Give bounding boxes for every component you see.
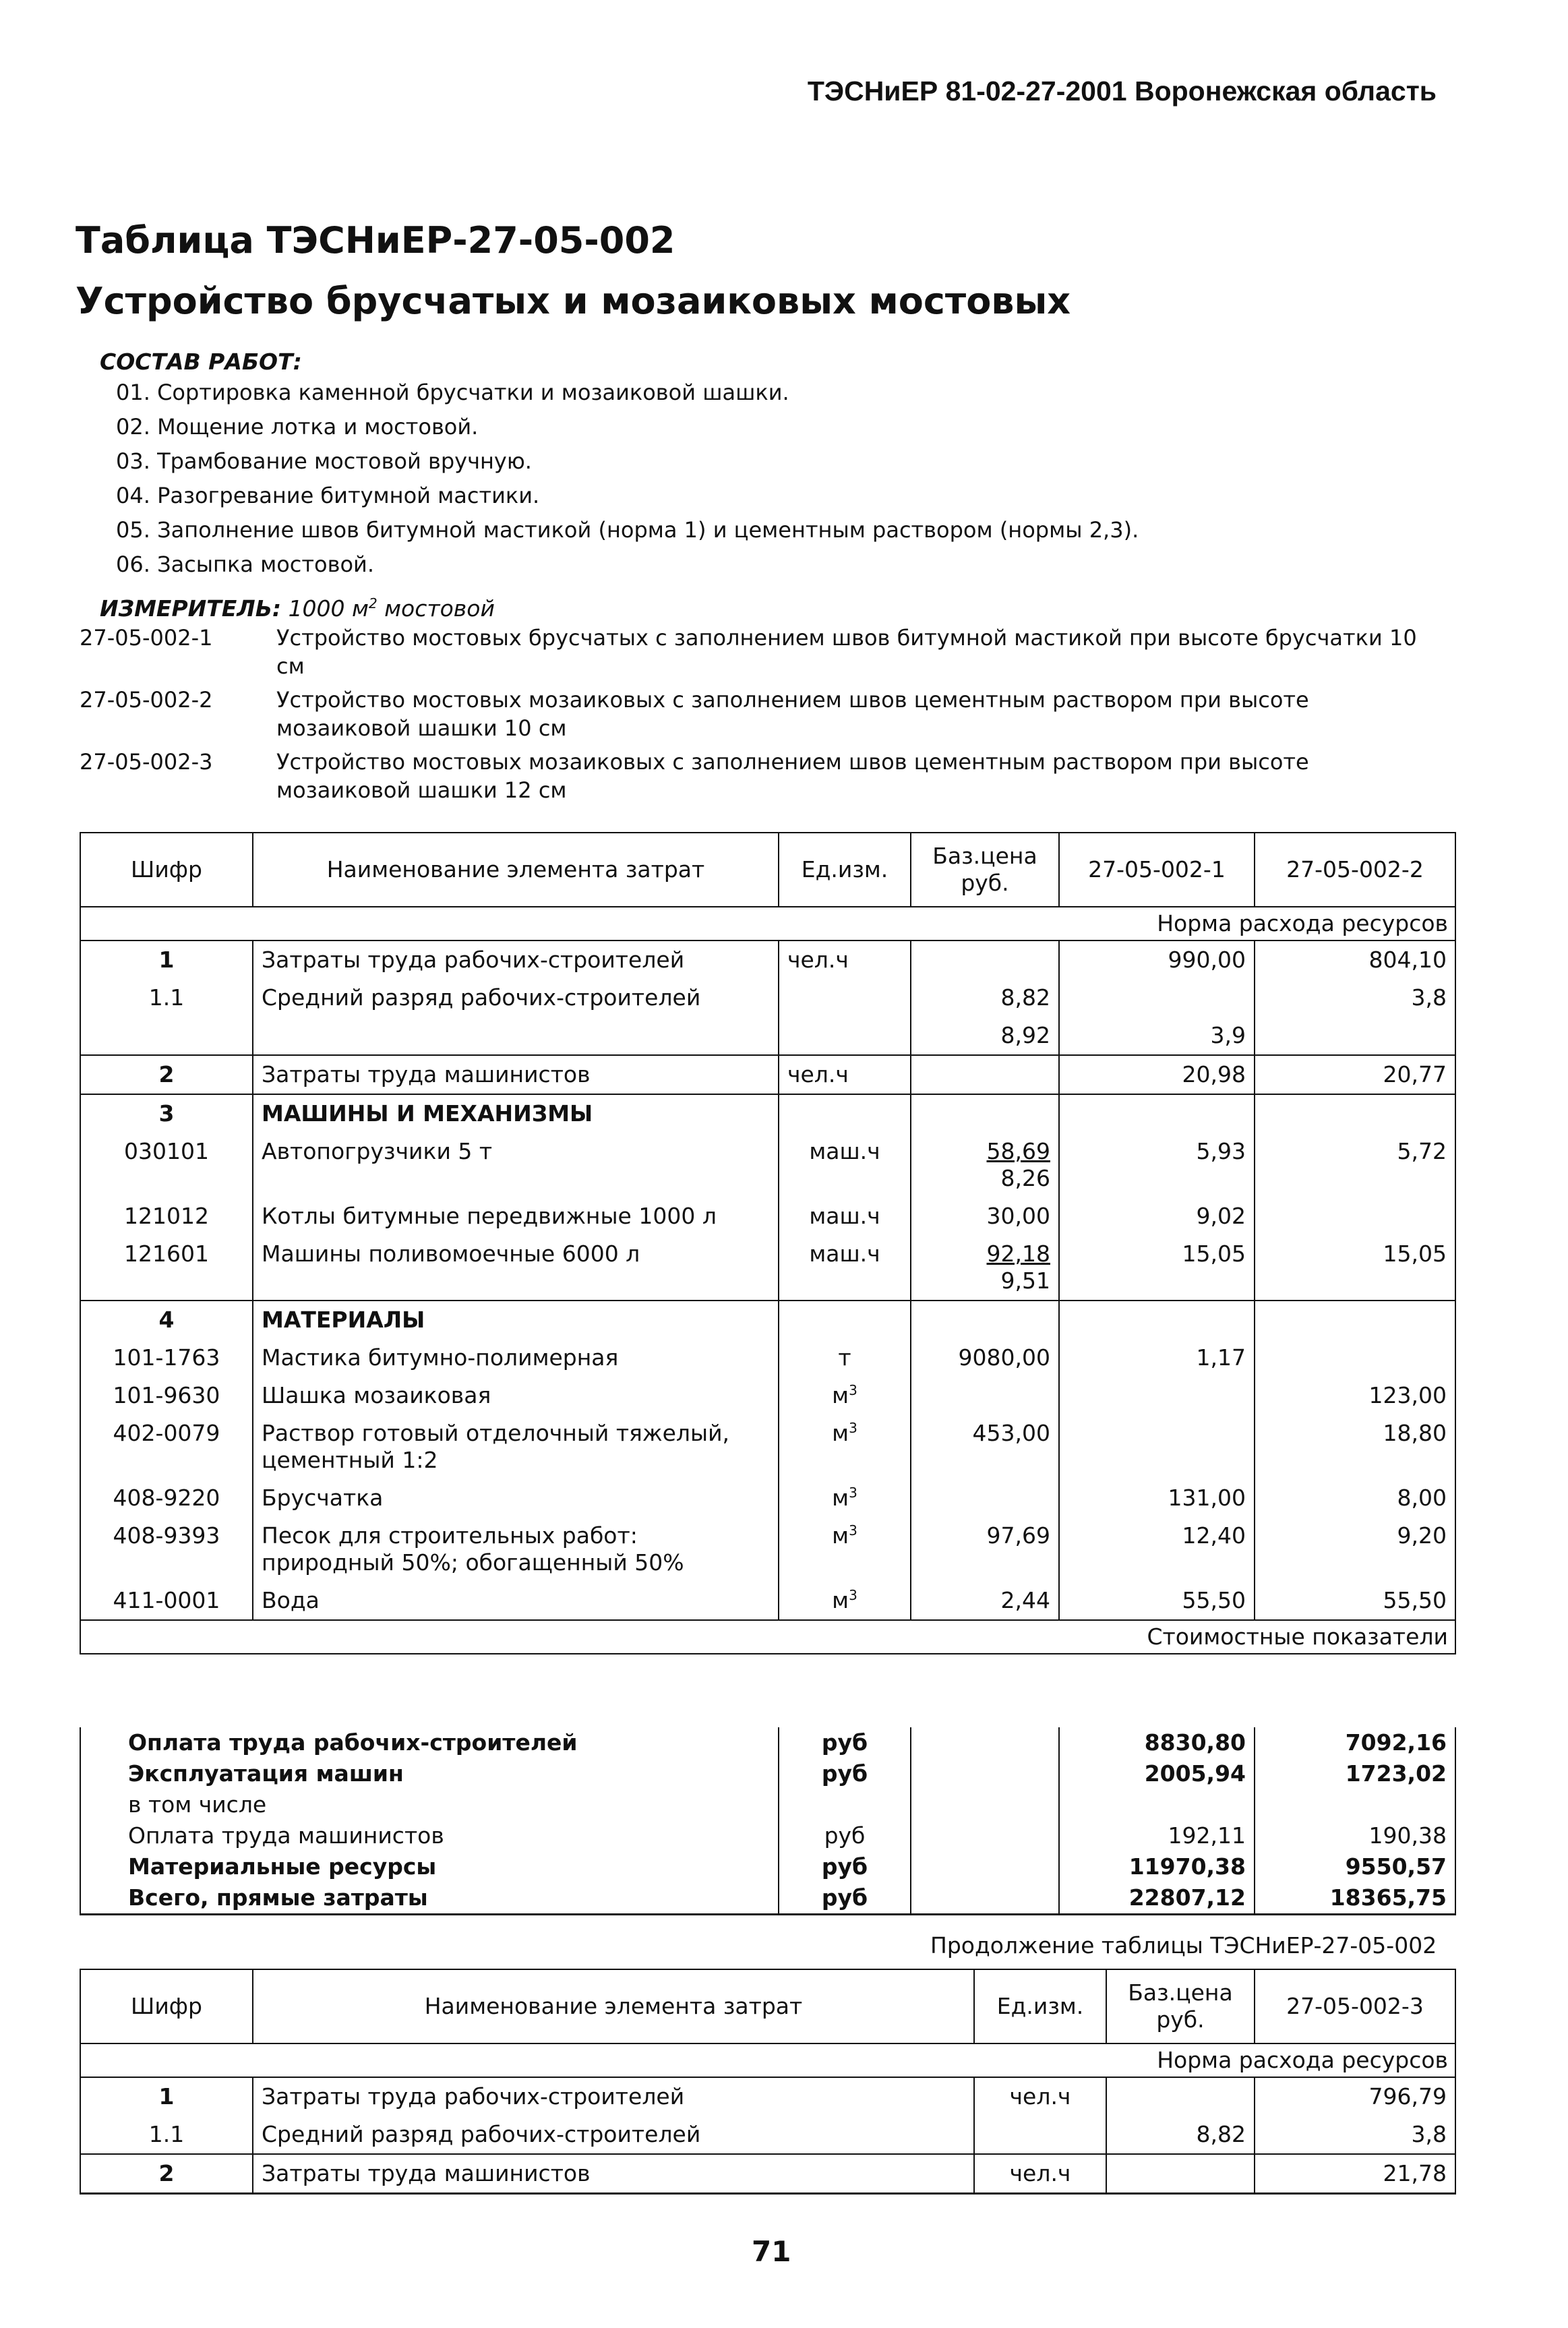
work-item: 05. Заполнение швов битумной мастикой (норма 1) и цементным раствором (нормы 2,3). — [116, 517, 1139, 543]
norm-text: Устройство мостовых брусчатых с заполнением швов битумной мастикой при высоте брусчатки 10 см — [276, 625, 1417, 679]
table-row: 121601 Машины поливомоечные 6000 л маш.ч 92,18 9,51 15,05 15,05 — [80, 1235, 1455, 1301]
table-row: 8,92 3,9 — [80, 1017, 1455, 1055]
norm-section-label: Норма расхода ресурсов — [80, 907, 1455, 941]
table-row: 1 Затраты труда рабочих-строителей чел.ч 796,79 — [80, 2077, 1455, 2116]
work-item: 02. Мощение лотка и мостовой. — [116, 414, 479, 440]
table-row: 1.1 Средний разряд рабочих-строителей 8,82 3,8 — [80, 979, 1455, 1017]
table-row: 411-0001 Вода $м^3$ 2,44 55,50 55,50 — [80, 1582, 1455, 1620]
cost-row: Оплата труда рабочих-строителей руб 8830,80 7092,16 — [80, 1727, 1455, 1758]
continuation-caption: Продолжение таблицы ТЭСНиЕР-27-05-002 — [930, 1932, 1437, 1959]
norm-code: 27-05-002-1 — [80, 625, 213, 651]
table-row: 2 Затраты труда машинистов чел.ч 20,98 20,77 — [80, 1055, 1455, 1094]
table-row: 1.1 Средний разряд рабочих-строителей 8,82 3,8 — [80, 2116, 1455, 2154]
col-header: Шифр — [80, 1969, 253, 2043]
cost-row: Материальные ресурсы руб 11970,38 9550,57 — [80, 1851, 1455, 1882]
col-header: Шифр — [80, 833, 253, 907]
table-header-row — [80, 1969, 1455, 2043]
norm-text: Устройство мостовых мозаиковых с заполнением швов цементным раствором при высоте мозаиковой шашки 10 см — [276, 687, 1309, 741]
col-header: Ед.изм. — [779, 833, 911, 907]
norm-text: Устройство мостовых мозаиковых с заполнением швов цементным раствором при высоте мозаиковой шашки 12 см — [276, 749, 1309, 803]
col-header: 27-05-002-1 — [1059, 833, 1255, 907]
table-row: 408-9220 Брусчатка $м^3$ 131,00 8,00 — [80, 1479, 1455, 1517]
cost-row: в том числе — [80, 1789, 1455, 1820]
page-number: 71 — [752, 2235, 791, 2268]
norm-code: 27-05-002-2 — [80, 687, 213, 713]
resource-table-continued — [80, 1969, 1456, 2195]
works-list — [116, 376, 1139, 582]
col-header: Наименование элемента затрат — [253, 1969, 974, 2043]
table-subtitle: Устройство брусчатых и мозаиковых мостовых — [76, 280, 1071, 322]
col-header: Наименование элемента затрат — [253, 833, 779, 907]
table-row: 030101 Автопогрузчики 5 т маш.ч 58,69 8,26 5,93 5,72 — [80, 1133, 1455, 1197]
meter-label: ИЗМЕРИТЕЛЬ: — [100, 595, 282, 622]
col-header: Баз.цена руб. — [911, 833, 1059, 907]
table-row: 1 Затраты труда рабочих-строителей чел.ч 990,00 804,10 — [80, 941, 1455, 979]
table-row: 2 Затраты труда машинистов чел.ч 21,78 — [80, 2154, 1455, 2194]
norm-item — [80, 686, 1435, 742]
norm-section-label: Норма расхода ресурсов — [80, 2043, 1455, 2077]
meter-line — [100, 595, 495, 622]
table-header-row — [80, 833, 1455, 907]
meter-value: 1000 $м^2$ мостовой — [288, 595, 495, 622]
col-header: 27-05-002-3 — [1255, 1969, 1455, 2043]
cost-row: Оплата труда машинистов руб 192,11 190,38 — [80, 1820, 1455, 1851]
cost-row: Всего, прямые затраты руб 22807,12 18365,75 — [80, 1882, 1455, 1915]
table-row: 101-9630 Шашка мозаиковая $м^3$ 123,00 — [80, 1377, 1455, 1414]
norm-code: 27-05-002-3 — [80, 749, 213, 775]
norm-item — [80, 748, 1435, 804]
table-row: 408-9393 Песок для строительных работ: природный 50%; обогащенный 50% $м^3$ 97,69 12,40 9,20 — [80, 1517, 1455, 1582]
cost-table — [80, 1727, 1456, 1915]
work-item: 03. Трамбование мостовой вручную. — [116, 448, 532, 474]
col-header: Баз.цена руб. — [1106, 1969, 1255, 2043]
cost-row: Эксплуатация машин руб 2005,94 1723,02 — [80, 1758, 1455, 1789]
table-row: 121012 Котлы битумные передвижные 1000 л маш.ч 30,00 9,02 — [80, 1197, 1455, 1235]
resource-table — [80, 832, 1456, 1654]
norm-item — [80, 624, 1435, 680]
section-row: 3 МАШИНЫ И МЕХАНИЗМЫ — [80, 1094, 1455, 1133]
table-row: 101-1763 Мастика битумно-полимерная т 9080,00 1,17 — [80, 1339, 1455, 1377]
table-row: 402-0079 Раствор готовый отделочный тяжелый, цементный 1:2 $м^3$ 453,00 18,80 — [80, 1414, 1455, 1479]
running-header: ТЭСНиЕР 81-02-27-2001 Воронежская область — [807, 76, 1437, 107]
works-label: СОСТАВ РАБОТ: — [100, 349, 302, 375]
col-header: 27-05-002-2 — [1255, 833, 1455, 907]
cost-section-label: Стоимостные показатели — [80, 1620, 1455, 1654]
table-title: Таблица ТЭСНиЕР-27-05-002 — [76, 219, 675, 262]
work-item: 01. Сортировка каменной брусчатки и мозаиковой шашки. — [116, 380, 789, 405]
col-header: Ед.изм. — [974, 1969, 1106, 2043]
norms-list — [80, 624, 1435, 810]
work-item: 06. Засыпка мостовой. — [116, 551, 375, 577]
work-item: 04. Разогревание битумной мастики. — [116, 483, 540, 508]
section-row: 4 МАТЕРИАЛЫ — [80, 1301, 1455, 1339]
